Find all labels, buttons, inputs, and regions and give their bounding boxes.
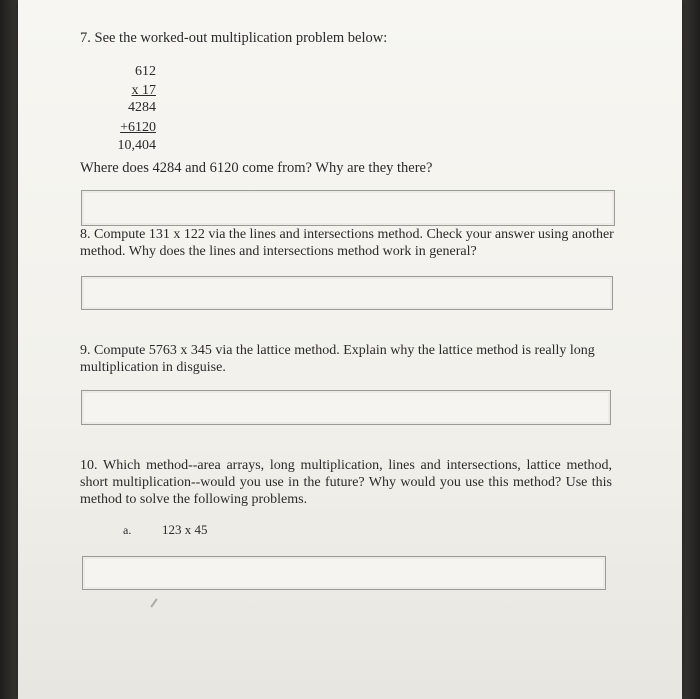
worksheet-page	[18, 0, 682, 699]
q7-partial-product-2: +6120	[120, 120, 156, 135]
q7-multiplicand: 612	[135, 64, 156, 79]
right-shadow	[682, 0, 700, 699]
left-shadow	[0, 0, 18, 699]
q10-text: 10. Which method--area arrays, long multiplication, lines and intersections, lattice method, short multiplication--would you use in the future? Why would you use this method? Use this method to solve the following problems.	[80, 458, 612, 507]
q7-multiplier: x 17	[131, 83, 156, 98]
q9-answer-box[interactable]	[81, 390, 611, 425]
q9-text: 9. Compute 5763 x 345 via the lattice method. Explain why the lattice method is really long multiplication in disguise.	[80, 343, 595, 375]
q7-partial-product-1: 4284	[128, 100, 156, 115]
q7-title: 7. See the worked-out multiplication problem below:	[80, 30, 388, 46]
q7-result: 10,404	[117, 138, 156, 153]
q10-item-label: a.	[123, 523, 132, 537]
q10-answer-box[interactable]	[82, 556, 606, 590]
pen-mark	[150, 598, 157, 607]
q8-text: 8. Compute 131 x 122 via the lines and intersections method. Check your answer using another method. Why does the lines and intersections method work in general?	[80, 227, 614, 259]
q7-question: Where does 4284 and 6120 come from? Why are they there?	[80, 160, 433, 176]
q8-answer-box[interactable]	[81, 276, 613, 310]
q7-answer-box[interactable]	[81, 190, 615, 226]
q10-item-problem: 123 x 45	[162, 522, 208, 537]
